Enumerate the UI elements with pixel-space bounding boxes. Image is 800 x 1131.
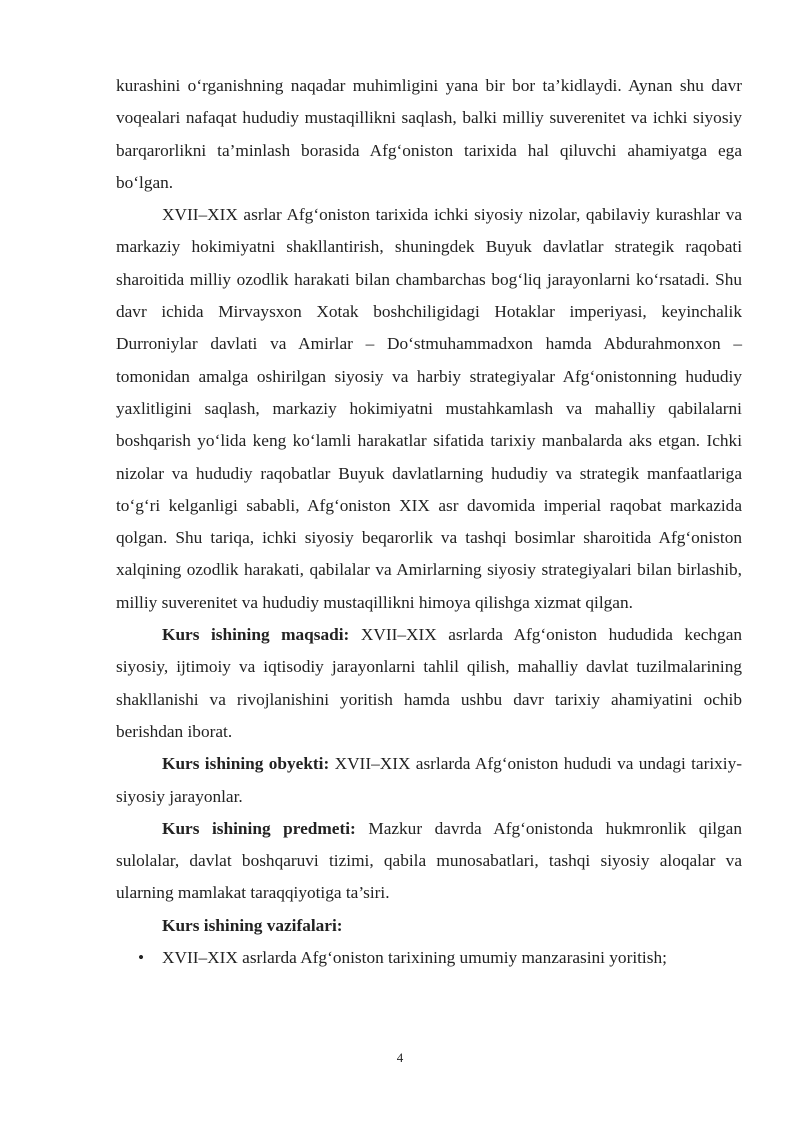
section-goal-heading: Kurs ishining maqsadi: xyxy=(162,625,350,645)
section-tasks-heading: Kurs ishining vazifalari: xyxy=(162,915,343,935)
paragraph-history: XVII–XIX asrlar Afg‘oniston tarixida ichki siyosiy nizolar, qabilaviy kurashlar va markaziy hokimiyatni shakllantirish, shuningdek Buyuk davlatlar strategik raqobati sharoitida milliy ozodlik harakati bilan chambarchas bog‘liq jarayonlarni ko‘rsatadi. Shu davr ichida Mirvaysxon Xotak boshchiligidagi Hotaklar imperiyasi, keyinchalik Durroniylar davlati va Amirlar – Do‘stmuhammadxon hamda Abdurahmonxon – tomonidan amalga oshirilgan siyosiy va harbiy strategiyalar Afg‘onistonning hududiy yaxlitligini saqlash, markaziy hokimiyatni mustahkamlash va mahalliy qabilalarni boshqarish yo‘lida keng ko‘lamli harakatlar sifatida tarixiy manbalarda aks etgan. Ichki nizolar va hududiy raqobatlar Buyuk davlatlarning hududiy va strategik manfaatlariga to‘g‘ri kelganligi sababli, Afg‘oniston XIX asr davomida imperial raqobat markazida qolgan. Shu tariqa, ichki siyosiy beqarorlik va tashqi bosimlar sharoitida Afg‘oniston xalqining ozodlik harakati, qabilalar va Amirlarning siyosiy strategiyalari bilan birlashib, milliy suverenitet va hududiy mustaqillikni himoya qilishga xizmat qilgan. xyxy=(116,205,742,612)
section-object xyxy=(116,748,742,813)
paragraph-continuation: kurashini o‘rganishning naqadar muhimligini yana bir bor ta’kidlaydi. Aynan shu davr voqealari nafaqat hududiy mustaqillikni saqlash, balki milliy suverenitet va ichki siyosiy barqarorlikni ta’minlash borasida Afg‘oniston tarixida hal qiluvchi ahamiyatga ega bo‘lgan. xyxy=(116,76,742,192)
bullet-icon: • xyxy=(138,948,145,968)
list-item-text: XVII–XIX asrlarda Afg‘oniston tarixining umumiy manzarasini yoritish; xyxy=(162,948,667,968)
section-subject-text: Mazkur davrda Afg‘onistonda hukmronlik qilgan sulolalar, davlat boshqaruvi tizimi, qabila munosabatlari, tashqi siyosiy aloqalar va ularning mamlakat taraqqiyotiga ta’siri. xyxy=(116,818,742,903)
section-object-text: XVII–XIX asrlarda Afg‘oniston hududi va undagi tarixiy-siyosiy jarayonlar. xyxy=(116,754,742,806)
page-number: 4 xyxy=(396,1050,404,1065)
section-goal xyxy=(116,619,742,748)
list-item xyxy=(116,942,742,974)
section-goal-text: XVII–XIX asrlarda Afg‘oniston hududida kechgan siyosiy, ijtimoiy va iqtisodiy jarayonlarni tahlil qilish, mahalliy davlat tuzilmalarining shakllanishi va rivojlanishini yoritish hamda ushbu davr tarixiy ahamiyatini ochib berishdan iborat. xyxy=(116,625,743,741)
section-subject xyxy=(116,813,742,910)
section-subject-heading: Kurs ishining predmeti: xyxy=(162,818,356,838)
section-object-heading: Kurs ishining obyekti: xyxy=(162,754,330,774)
page-body xyxy=(116,70,742,974)
